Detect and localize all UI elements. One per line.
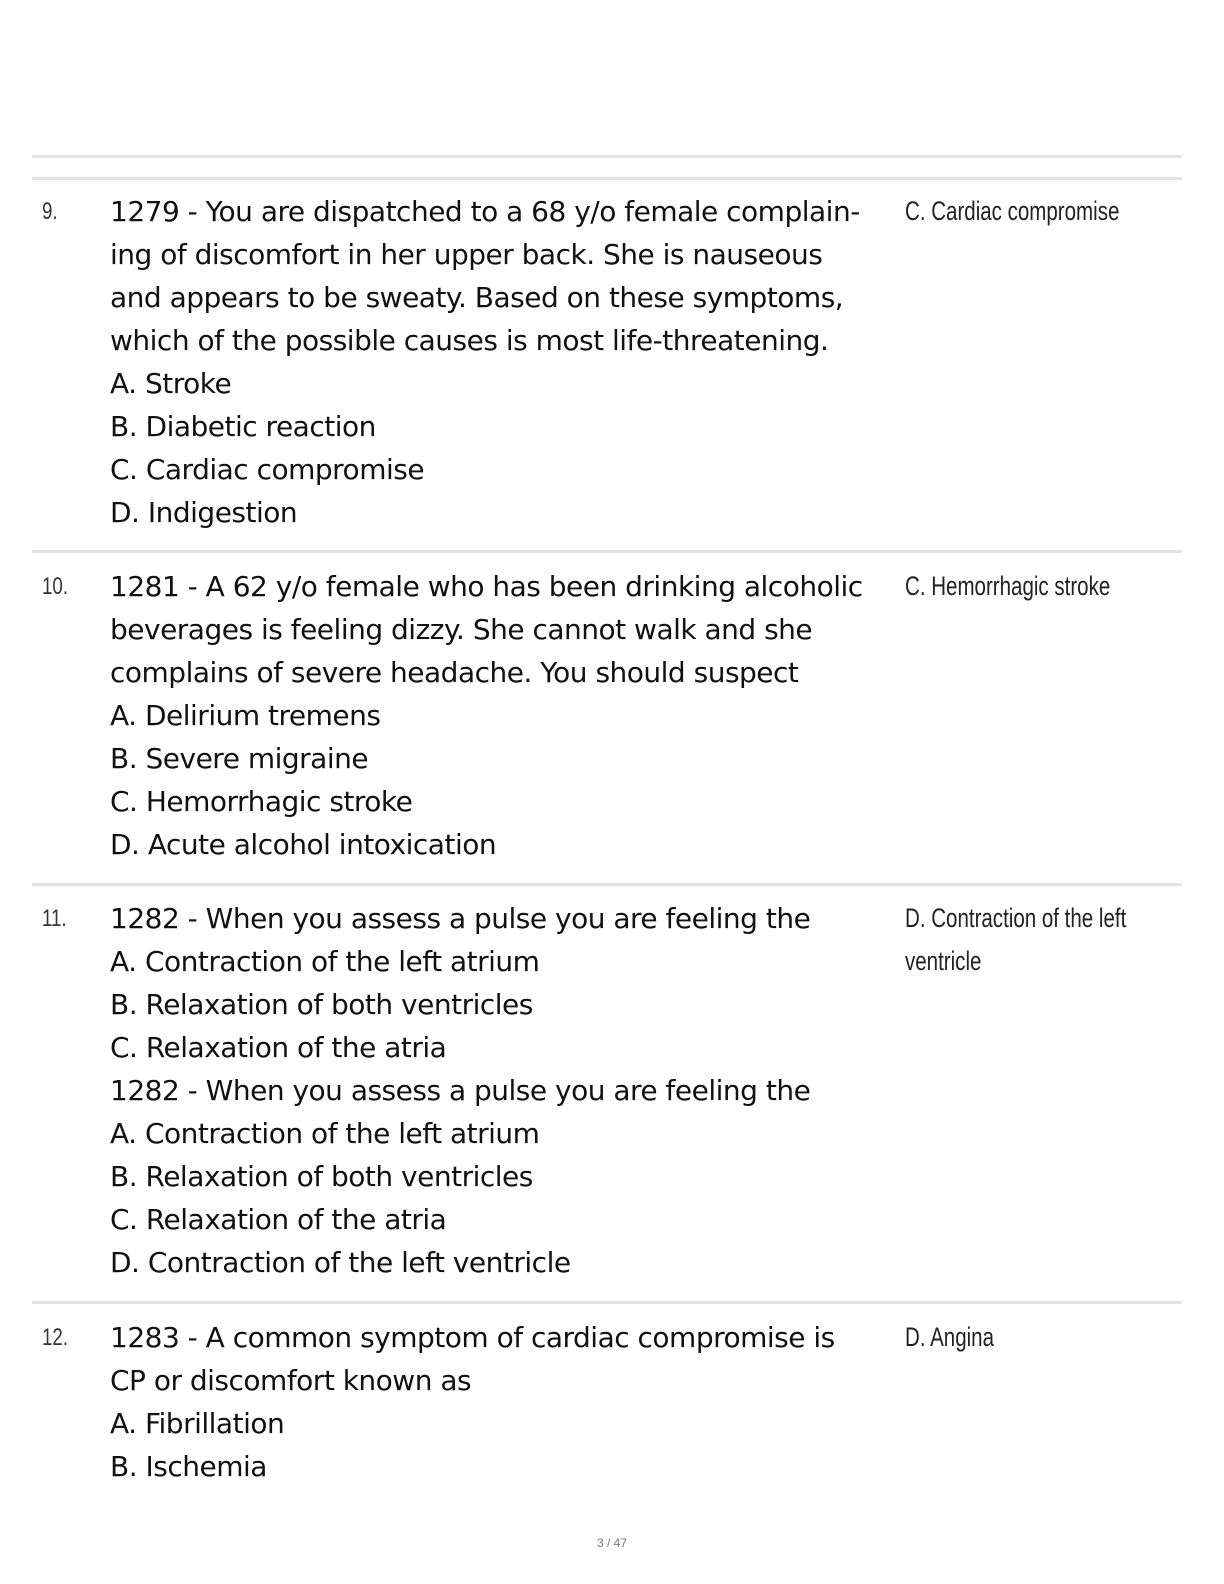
page-indicator: 3 / 47 bbox=[596, 1536, 628, 1550]
option-c: C. Relaxation of the atria bbox=[110, 1031, 447, 1064]
flashcard-12 bbox=[32, 1316, 1182, 1496]
answer-line: D. Contraction of the left bbox=[905, 903, 1127, 933]
question-line: beverages is feeling dizzy. She cannot walk and she bbox=[110, 613, 813, 646]
option-c: C. Hemorrhagic stroke bbox=[110, 785, 413, 818]
option-b: B. Relaxation of both ventricles bbox=[110, 1160, 533, 1193]
question-line: 1283 - A common symptom of cardiac compromise is bbox=[110, 1321, 835, 1354]
answer-line: C. Hemorrhagic stroke bbox=[905, 571, 1111, 601]
question-line: 1282 - When you assess a pulse you are feeling the bbox=[110, 1074, 811, 1107]
top-divider bbox=[32, 155, 1182, 158]
card-answer bbox=[905, 897, 1156, 983]
option-a: A. Fibrillation bbox=[110, 1407, 285, 1440]
option-d: D. Acute alcohol intoxication bbox=[110, 828, 497, 861]
card-question bbox=[110, 565, 910, 866]
card-question bbox=[110, 897, 910, 1284]
option-a: A. Delirium tremens bbox=[110, 699, 381, 732]
card-question bbox=[110, 1316, 910, 1488]
option-a: A. Contraction of the left atrium bbox=[110, 945, 540, 978]
option-c: C. Relaxation of the atria bbox=[110, 1203, 447, 1236]
option-a: A. Contraction of the left atrium bbox=[110, 1117, 540, 1150]
option-d: D. Contraction of the left ventricle bbox=[110, 1246, 571, 1279]
card-number: 10. bbox=[42, 573, 69, 600]
question-line: CP or discomfort known as bbox=[110, 1364, 472, 1397]
answer-line: C. Cardiac compromise bbox=[905, 196, 1120, 226]
option-b: B. Relaxation of both ventricles bbox=[110, 988, 533, 1021]
answer-line: D. Angina bbox=[905, 1322, 994, 1352]
option-a: A. Stroke bbox=[110, 367, 232, 400]
card-divider-12 bbox=[32, 1301, 1182, 1304]
question-line: 1282 - When you assess a pulse you are feeling the bbox=[110, 902, 811, 935]
flashcard-9 bbox=[32, 190, 1182, 540]
card-question bbox=[110, 190, 910, 534]
card-divider-9 bbox=[32, 177, 1182, 180]
card-number: 9. bbox=[42, 198, 58, 225]
option-b: B. Ischemia bbox=[110, 1450, 267, 1483]
flashcard-11 bbox=[32, 897, 1182, 1292]
flashcard-10 bbox=[32, 565, 1182, 870]
card-number: 12. bbox=[42, 1324, 69, 1351]
question-line: which of the possible causes is most life-threatening. bbox=[110, 324, 829, 357]
option-b: B. Diabetic reaction bbox=[110, 410, 376, 443]
card-answer bbox=[905, 1316, 1156, 1359]
answer-line: ventricle bbox=[905, 946, 982, 976]
question-line: and appears to be sweaty. Based on these symptoms, bbox=[110, 281, 844, 314]
card-divider-10 bbox=[32, 550, 1182, 553]
option-c: C. Cardiac compromise bbox=[110, 453, 425, 486]
question-line: complains of severe headache. You should suspect bbox=[110, 656, 799, 689]
option-b: B. Severe migraine bbox=[110, 742, 369, 775]
question-line: 1281 - A 62 y/o female who has been drinking alcoholic bbox=[110, 570, 863, 603]
card-answer bbox=[905, 190, 1156, 233]
card-answer bbox=[905, 565, 1156, 608]
card-number: 11. bbox=[42, 905, 67, 932]
question-line: 1279 - You are dispatched to a 68 y/o female complain- bbox=[110, 195, 860, 228]
question-line: ing of discomfort in her upper back. She is nauseous bbox=[110, 238, 823, 271]
option-d: D. Indigestion bbox=[110, 496, 298, 529]
card-divider-11 bbox=[32, 883, 1182, 886]
